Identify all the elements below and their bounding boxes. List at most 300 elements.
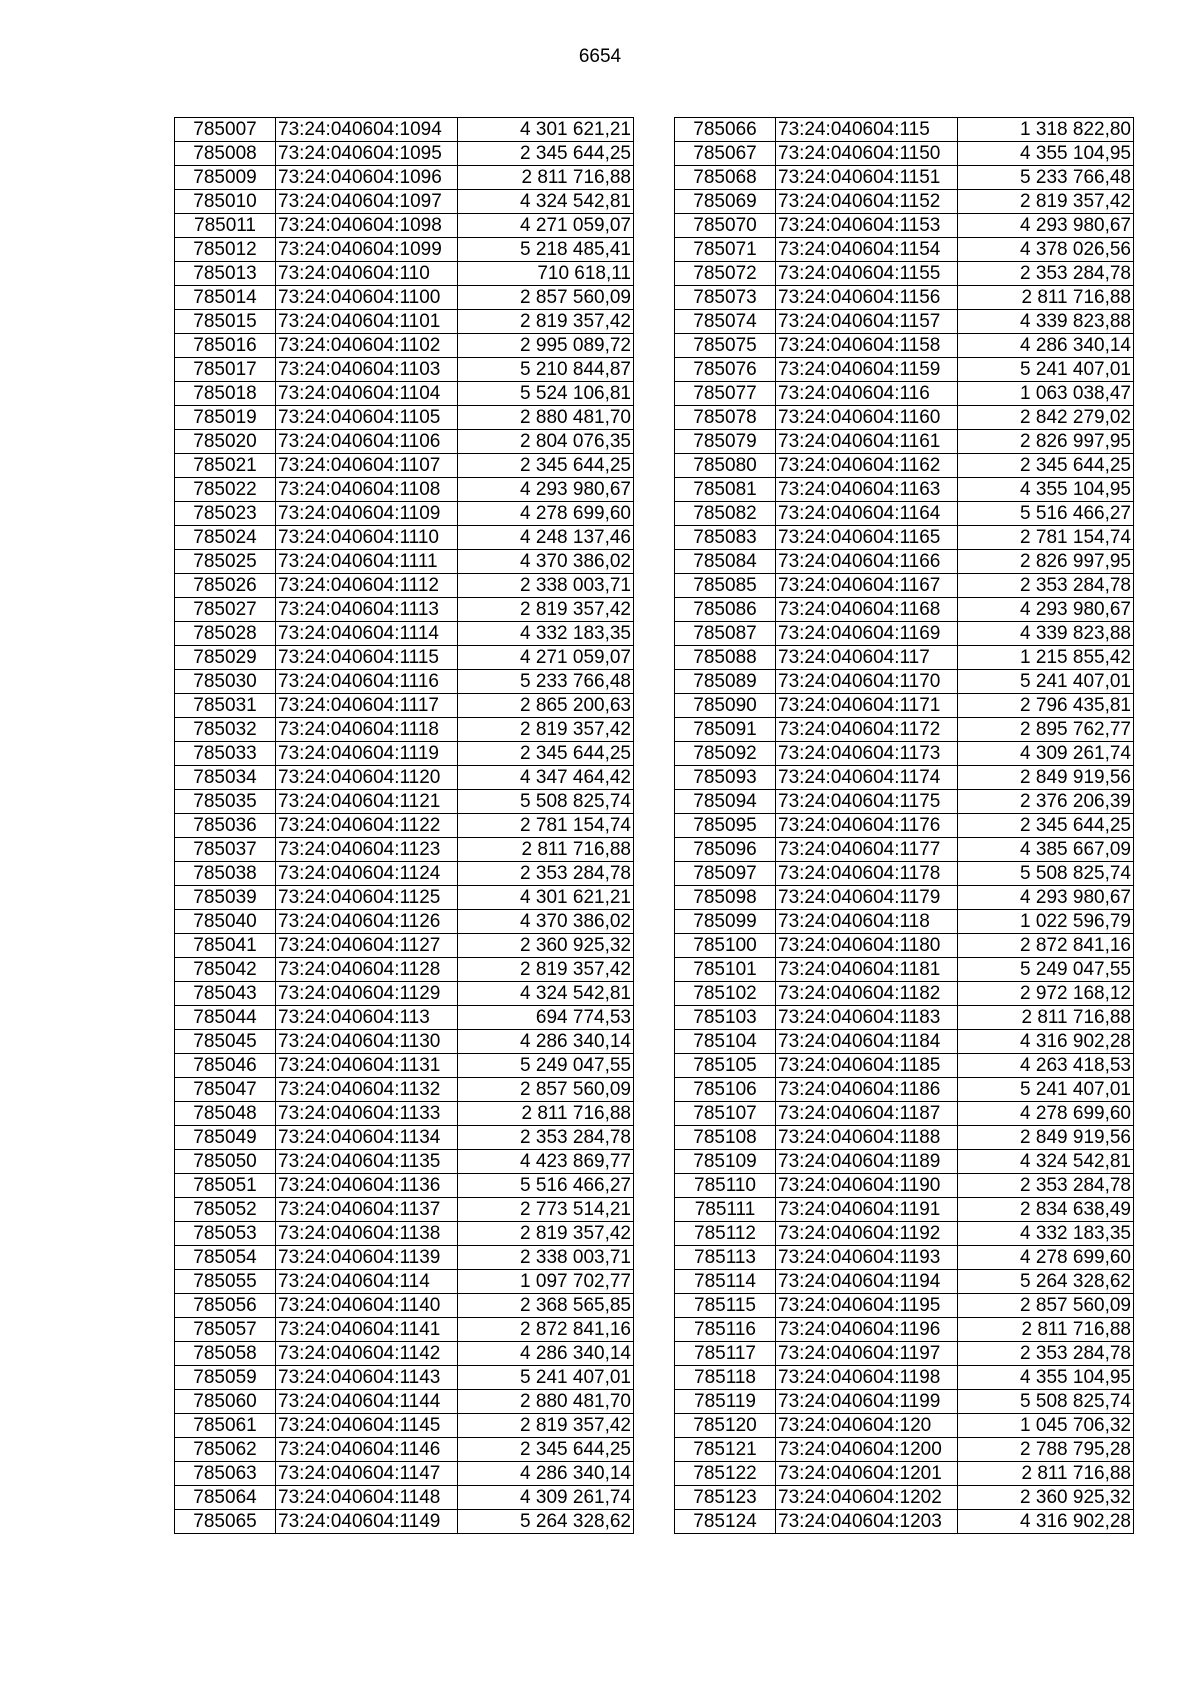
record-number-cell: 785029 [175,646,276,670]
table-row [175,526,634,550]
table-row [675,814,1134,838]
cadastral-number-cell: 73:24:040604:1132 [276,1078,458,1102]
value-cell: 5 264 328,62 [958,1270,1134,1294]
record-number-cell: 785066 [675,118,776,142]
record-number-cell: 785045 [175,1030,276,1054]
value-cell: 4 248 137,46 [458,526,634,550]
table-row [675,982,1134,1006]
record-number-cell: 785100 [675,934,776,958]
cadastral-number-cell: 73:24:040604:1117 [276,694,458,718]
record-number-cell: 785012 [175,238,276,262]
cadastral-number-cell: 73:24:040604:1187 [776,1102,958,1126]
cadastral-number-cell: 73:24:040604:1137 [276,1198,458,1222]
table-row [175,1294,634,1318]
table-row [675,1270,1134,1294]
value-cell: 4 385 667,09 [958,838,1134,862]
table-row [175,142,634,166]
value-cell: 4 293 980,67 [958,598,1134,622]
value-cell: 4 339 823,88 [958,310,1134,334]
record-number-cell: 785044 [175,1006,276,1030]
record-number-cell: 785032 [175,718,276,742]
table-row [675,382,1134,406]
value-cell: 2 865 200,63 [458,694,634,718]
value-cell: 2 811 716,88 [458,838,634,862]
value-cell: 2 345 644,25 [458,742,634,766]
value-cell: 4 263 418,53 [958,1054,1134,1078]
table-row [175,742,634,766]
table-body [675,118,1134,1534]
cadastral-number-cell: 73:24:040604:1164 [776,502,958,526]
value-cell: 4 423 869,77 [458,1150,634,1174]
table-row [675,166,1134,190]
record-number-cell: 785023 [175,502,276,526]
record-number-cell: 785123 [675,1486,776,1510]
value-cell: 4 286 340,14 [458,1462,634,1486]
value-cell: 4 301 621,21 [458,118,634,142]
cadastral-number-cell: 73:24:040604:1191 [776,1198,958,1222]
value-cell: 2 895 762,77 [958,718,1134,742]
table-row [675,1294,1134,1318]
table-row [675,1006,1134,1030]
record-number-cell: 785120 [675,1414,776,1438]
table-row [175,670,634,694]
record-number-cell: 785056 [175,1294,276,1318]
record-number-cell: 785073 [675,286,776,310]
value-cell: 4 324 542,81 [458,982,634,1006]
value-cell: 5 249 047,55 [458,1054,634,1078]
value-cell: 4 378 026,56 [958,238,1134,262]
table-row [175,286,634,310]
record-number-cell: 785061 [175,1414,276,1438]
table-row [175,886,634,910]
record-number-cell: 785052 [175,1198,276,1222]
cadastral-number-cell: 73:24:040604:1139 [276,1246,458,1270]
value-cell: 4 316 902,28 [958,1030,1134,1054]
cadastral-number-cell: 73:24:040604:1102 [276,334,458,358]
table-row [175,622,634,646]
record-number-cell: 785095 [675,814,776,838]
table-row [675,958,1134,982]
table-row [675,598,1134,622]
cadastral-number-cell: 73:24:040604:1114 [276,622,458,646]
value-cell: 1 045 706,32 [958,1414,1134,1438]
record-number-cell: 785025 [175,550,276,574]
cadastral-number-cell: 73:24:040604:1150 [776,142,958,166]
table-row [175,934,634,958]
record-number-cell: 785078 [675,406,776,430]
table-row [675,790,1134,814]
table-row [675,1462,1134,1486]
cadastral-number-cell: 73:24:040604:1138 [276,1222,458,1246]
cadastral-number-cell: 73:24:040604:1189 [776,1150,958,1174]
cadastral-number-cell: 73:24:040604:1172 [776,718,958,742]
value-cell: 2 819 357,42 [458,598,634,622]
cadastral-number-cell: 73:24:040604:1099 [276,238,458,262]
record-number-cell: 785033 [175,742,276,766]
value-cell: 2 811 716,88 [458,1102,634,1126]
cadastral-number-cell: 73:24:040604:1151 [776,166,958,190]
table-row [675,1246,1134,1270]
table-row [175,574,634,598]
record-number-cell: 785109 [675,1150,776,1174]
cadastral-number-cell: 73:24:040604:1127 [276,934,458,958]
record-number-cell: 785063 [175,1462,276,1486]
cadastral-number-cell: 73:24:040604:1180 [776,934,958,958]
cadastral-number-cell: 73:24:040604:1120 [276,766,458,790]
record-number-cell: 785049 [175,1126,276,1150]
table-row [675,1390,1134,1414]
record-number-cell: 785097 [675,862,776,886]
record-number-cell: 785104 [675,1030,776,1054]
table-row [175,1198,634,1222]
table-row [175,1462,634,1486]
cadastral-number-cell: 73:24:040604:1115 [276,646,458,670]
cadastral-number-cell: 73:24:040604:1131 [276,1054,458,1078]
value-cell: 2 353 284,78 [958,262,1134,286]
record-number-cell: 785027 [175,598,276,622]
table-row [175,838,634,862]
table-row [175,1222,634,1246]
record-number-cell: 785046 [175,1054,276,1078]
cadastral-number-cell: 73:24:040604:1128 [276,958,458,982]
cadastral-number-cell: 73:24:040604:1194 [776,1270,958,1294]
cadastral-number-cell: 73:24:040604:1108 [276,478,458,502]
value-cell: 2 773 514,21 [458,1198,634,1222]
table-row [675,886,1134,910]
record-number-cell: 785011 [175,214,276,238]
record-number-cell: 785065 [175,1510,276,1534]
value-cell: 5 218 485,41 [458,238,634,262]
record-number-cell: 785062 [175,1438,276,1462]
table-row [675,430,1134,454]
record-number-cell: 785124 [675,1510,776,1534]
record-number-cell: 785031 [175,694,276,718]
cadastral-number-cell: 73:24:040604:1145 [276,1414,458,1438]
table-row [175,550,634,574]
record-number-cell: 785115 [675,1294,776,1318]
table-row [675,934,1134,958]
record-number-cell: 785076 [675,358,776,382]
record-number-cell: 785080 [675,454,776,478]
value-cell: 4 293 980,67 [958,886,1134,910]
value-cell: 2 811 716,88 [958,1462,1134,1486]
table-row [175,1510,634,1534]
cadastral-number-cell: 73:24:040604:1095 [276,142,458,166]
value-cell: 2 819 357,42 [958,190,1134,214]
record-number-cell: 785009 [175,166,276,190]
cadastral-number-cell: 73:24:040604:1097 [276,190,458,214]
table-row [175,1486,634,1510]
value-cell: 4 286 340,14 [958,334,1134,358]
record-number-cell: 785037 [175,838,276,862]
table-row [175,214,634,238]
cadastral-number-cell: 73:24:040604:120 [776,1414,958,1438]
cadastral-number-cell: 73:24:040604:117 [776,646,958,670]
record-number-cell: 785081 [675,478,776,502]
record-number-cell: 785077 [675,382,776,406]
value-cell: 4 271 059,07 [458,214,634,238]
cadastral-number-cell: 73:24:040604:1112 [276,574,458,598]
table-row [175,718,634,742]
value-cell: 2 360 925,32 [458,934,634,958]
value-cell: 2 788 795,28 [958,1438,1134,1462]
table-row [675,622,1134,646]
record-number-cell: 785024 [175,526,276,550]
record-number-cell: 785082 [675,502,776,526]
value-cell: 2 345 644,25 [958,454,1134,478]
table-row [675,334,1134,358]
value-cell: 2 345 644,25 [458,1438,634,1462]
record-number-cell: 785028 [175,622,276,646]
cadastral-number-cell: 73:24:040604:1129 [276,982,458,1006]
cadastral-number-cell: 73:24:040604:1119 [276,742,458,766]
table-row [675,1054,1134,1078]
value-cell: 5 233 766,48 [958,166,1134,190]
record-number-cell: 785085 [675,574,776,598]
record-number-cell: 785070 [675,214,776,238]
table-row [175,310,634,334]
cadastral-number-cell: 73:24:040604:1124 [276,862,458,886]
value-cell: 2 819 357,42 [458,958,634,982]
table-row [175,814,634,838]
table-row [675,1318,1134,1342]
record-number-cell: 785047 [175,1078,276,1102]
cadastral-number-cell: 73:24:040604:1136 [276,1174,458,1198]
table-row [675,310,1134,334]
register-table-right [674,117,1134,1534]
cadastral-number-cell: 73:24:040604:1126 [276,910,458,934]
value-cell: 710 618,11 [458,262,634,286]
value-cell: 4 316 902,28 [958,1510,1134,1534]
record-number-cell: 785020 [175,430,276,454]
record-number-cell: 785112 [675,1222,776,1246]
value-cell: 2 826 997,95 [958,550,1134,574]
cadastral-number-cell: 73:24:040604:1176 [776,814,958,838]
table-row [675,1342,1134,1366]
cadastral-number-cell: 73:24:040604:1168 [776,598,958,622]
cadastral-number-cell: 73:24:040604:118 [776,910,958,934]
table-row [175,1414,634,1438]
value-cell: 2 849 919,56 [958,766,1134,790]
table-row [675,502,1134,526]
table-row [675,1126,1134,1150]
record-number-cell: 785007 [175,118,276,142]
cadastral-number-cell: 73:24:040604:1152 [776,190,958,214]
value-cell: 2 857 560,09 [958,1294,1134,1318]
table-row [675,1198,1134,1222]
table-row [175,982,634,1006]
value-cell: 2 819 357,42 [458,1414,634,1438]
cadastral-number-cell: 73:24:040604:1121 [276,790,458,814]
table-row [675,358,1134,382]
cadastral-number-cell: 73:24:040604:1104 [276,382,458,406]
record-number-cell: 785102 [675,982,776,1006]
value-cell: 5 508 825,74 [958,1390,1134,1414]
value-cell: 4 355 104,95 [958,478,1134,502]
cadastral-number-cell: 73:24:040604:1113 [276,598,458,622]
table-row [675,670,1134,694]
value-cell: 5 210 844,87 [458,358,634,382]
record-number-cell: 785086 [675,598,776,622]
table-row [675,118,1134,142]
cadastral-number-cell: 73:24:040604:1149 [276,1510,458,1534]
value-cell: 1 022 596,79 [958,910,1134,934]
table-row [675,454,1134,478]
value-cell: 2 353 284,78 [458,862,634,886]
value-cell: 694 774,53 [458,1006,634,1030]
table-row [175,262,634,286]
record-number-cell: 785008 [175,142,276,166]
cadastral-number-cell: 73:24:040604:1178 [776,862,958,886]
record-number-cell: 785088 [675,646,776,670]
value-cell: 5 524 106,81 [458,382,634,406]
table-row [675,1414,1134,1438]
record-number-cell: 785034 [175,766,276,790]
cadastral-number-cell: 73:24:040604:1171 [776,694,958,718]
value-cell: 2 353 284,78 [958,1174,1134,1198]
record-number-cell: 785114 [675,1270,776,1294]
table-row [175,1246,634,1270]
value-cell: 2 819 357,42 [458,310,634,334]
cadastral-number-cell: 73:24:040604:1162 [776,454,958,478]
page-number: 6654 [578,46,622,67]
cadastral-number-cell: 73:24:040604:1184 [776,1030,958,1054]
value-cell: 2 345 644,25 [458,142,634,166]
table-row [675,286,1134,310]
cadastral-number-cell: 73:24:040604:1157 [776,310,958,334]
table-row [675,766,1134,790]
value-cell: 5 516 466,27 [458,1174,634,1198]
value-cell: 2 826 997,95 [958,430,1134,454]
value-cell: 4 301 621,21 [458,886,634,910]
record-number-cell: 785068 [675,166,776,190]
value-cell: 4 309 261,74 [458,1486,634,1510]
value-cell: 4 286 340,14 [458,1342,634,1366]
table-row [175,238,634,262]
cadastral-number-cell: 73:24:040604:1109 [276,502,458,526]
table-row [675,1222,1134,1246]
record-number-cell: 785122 [675,1462,776,1486]
table-row [175,1390,634,1414]
cadastral-number-cell: 73:24:040604:1185 [776,1054,958,1078]
value-cell: 2 834 638,49 [958,1198,1134,1222]
cadastral-number-cell: 73:24:040604:1161 [776,430,958,454]
record-number-cell: 785075 [675,334,776,358]
record-number-cell: 785090 [675,694,776,718]
record-number-cell: 785014 [175,286,276,310]
value-cell: 4 293 980,67 [458,478,634,502]
value-cell: 2 781 154,74 [958,526,1134,550]
value-cell: 2 376 206,39 [958,790,1134,814]
value-cell: 2 353 284,78 [958,1342,1134,1366]
value-cell: 1 063 038,47 [958,382,1134,406]
table-row [175,1006,634,1030]
record-number-cell: 785074 [675,310,776,334]
table-row [175,598,634,622]
cadastral-number-cell: 73:24:040604:1096 [276,166,458,190]
table-row [675,742,1134,766]
value-cell: 2 880 481,70 [458,406,634,430]
cadastral-number-cell: 73:24:040604:1188 [776,1126,958,1150]
table-row [675,1510,1134,1534]
cadastral-number-cell: 73:24:040604:1169 [776,622,958,646]
value-cell: 5 508 825,74 [458,790,634,814]
table-row [675,1174,1134,1198]
cadastral-number-cell: 73:24:040604:1175 [776,790,958,814]
cadastral-number-cell: 73:24:040604:1167 [776,574,958,598]
table-row [175,1078,634,1102]
cadastral-number-cell: 73:24:040604:1135 [276,1150,458,1174]
value-cell: 2 781 154,74 [458,814,634,838]
table-row [675,838,1134,862]
record-number-cell: 785108 [675,1126,776,1150]
table-row [675,574,1134,598]
register-table-left [174,117,634,1534]
cadastral-number-cell: 73:24:040604:1166 [776,550,958,574]
value-cell: 2 360 925,32 [958,1486,1134,1510]
value-cell: 4 278 699,60 [958,1102,1134,1126]
table-row [175,430,634,454]
record-number-cell: 785092 [675,742,776,766]
cadastral-number-cell: 73:24:040604:1147 [276,1462,458,1486]
record-number-cell: 785018 [175,382,276,406]
record-number-cell: 785119 [675,1390,776,1414]
cadastral-number-cell: 73:24:040604:1197 [776,1342,958,1366]
value-cell: 5 249 047,55 [958,958,1134,982]
cadastral-number-cell: 73:24:040604:1153 [776,214,958,238]
record-number-cell: 785053 [175,1222,276,1246]
cadastral-number-cell: 73:24:040604:1141 [276,1318,458,1342]
table-row [175,358,634,382]
table-row [675,1078,1134,1102]
record-number-cell: 785113 [675,1246,776,1270]
table-row [675,1438,1134,1462]
value-cell: 2 819 357,42 [458,718,634,742]
record-number-cell: 785093 [675,766,776,790]
record-number-cell: 785010 [175,190,276,214]
cadastral-number-cell: 73:24:040604:1154 [776,238,958,262]
record-number-cell: 785040 [175,910,276,934]
cadastral-number-cell: 73:24:040604:1134 [276,1126,458,1150]
table-row [675,1486,1134,1510]
value-cell: 4 339 823,88 [958,622,1134,646]
table-row [175,1054,634,1078]
value-cell: 1 215 855,42 [958,646,1134,670]
value-cell: 4 293 980,67 [958,214,1134,238]
table-row [675,190,1134,214]
record-number-cell: 785067 [675,142,776,166]
cadastral-number-cell: 73:24:040604:1163 [776,478,958,502]
table-row [175,454,634,478]
value-cell: 2 811 716,88 [958,1318,1134,1342]
cadastral-number-cell: 73:24:040604:113 [276,1006,458,1030]
record-number-cell: 785071 [675,238,776,262]
cadastral-number-cell: 73:24:040604:1193 [776,1246,958,1270]
cadastral-number-cell: 73:24:040604:1118 [276,718,458,742]
table-row [175,1270,634,1294]
value-cell: 4 309 261,74 [958,742,1134,766]
cadastral-number-cell: 73:24:040604:1098 [276,214,458,238]
record-number-cell: 785019 [175,406,276,430]
table-row [675,142,1134,166]
cadastral-number-cell: 73:24:040604:1203 [776,1510,958,1534]
record-number-cell: 785079 [675,430,776,454]
table-row [175,1438,634,1462]
table-row [175,1030,634,1054]
record-number-cell: 785048 [175,1102,276,1126]
value-cell: 4 324 542,81 [958,1150,1134,1174]
record-number-cell: 785105 [675,1054,776,1078]
